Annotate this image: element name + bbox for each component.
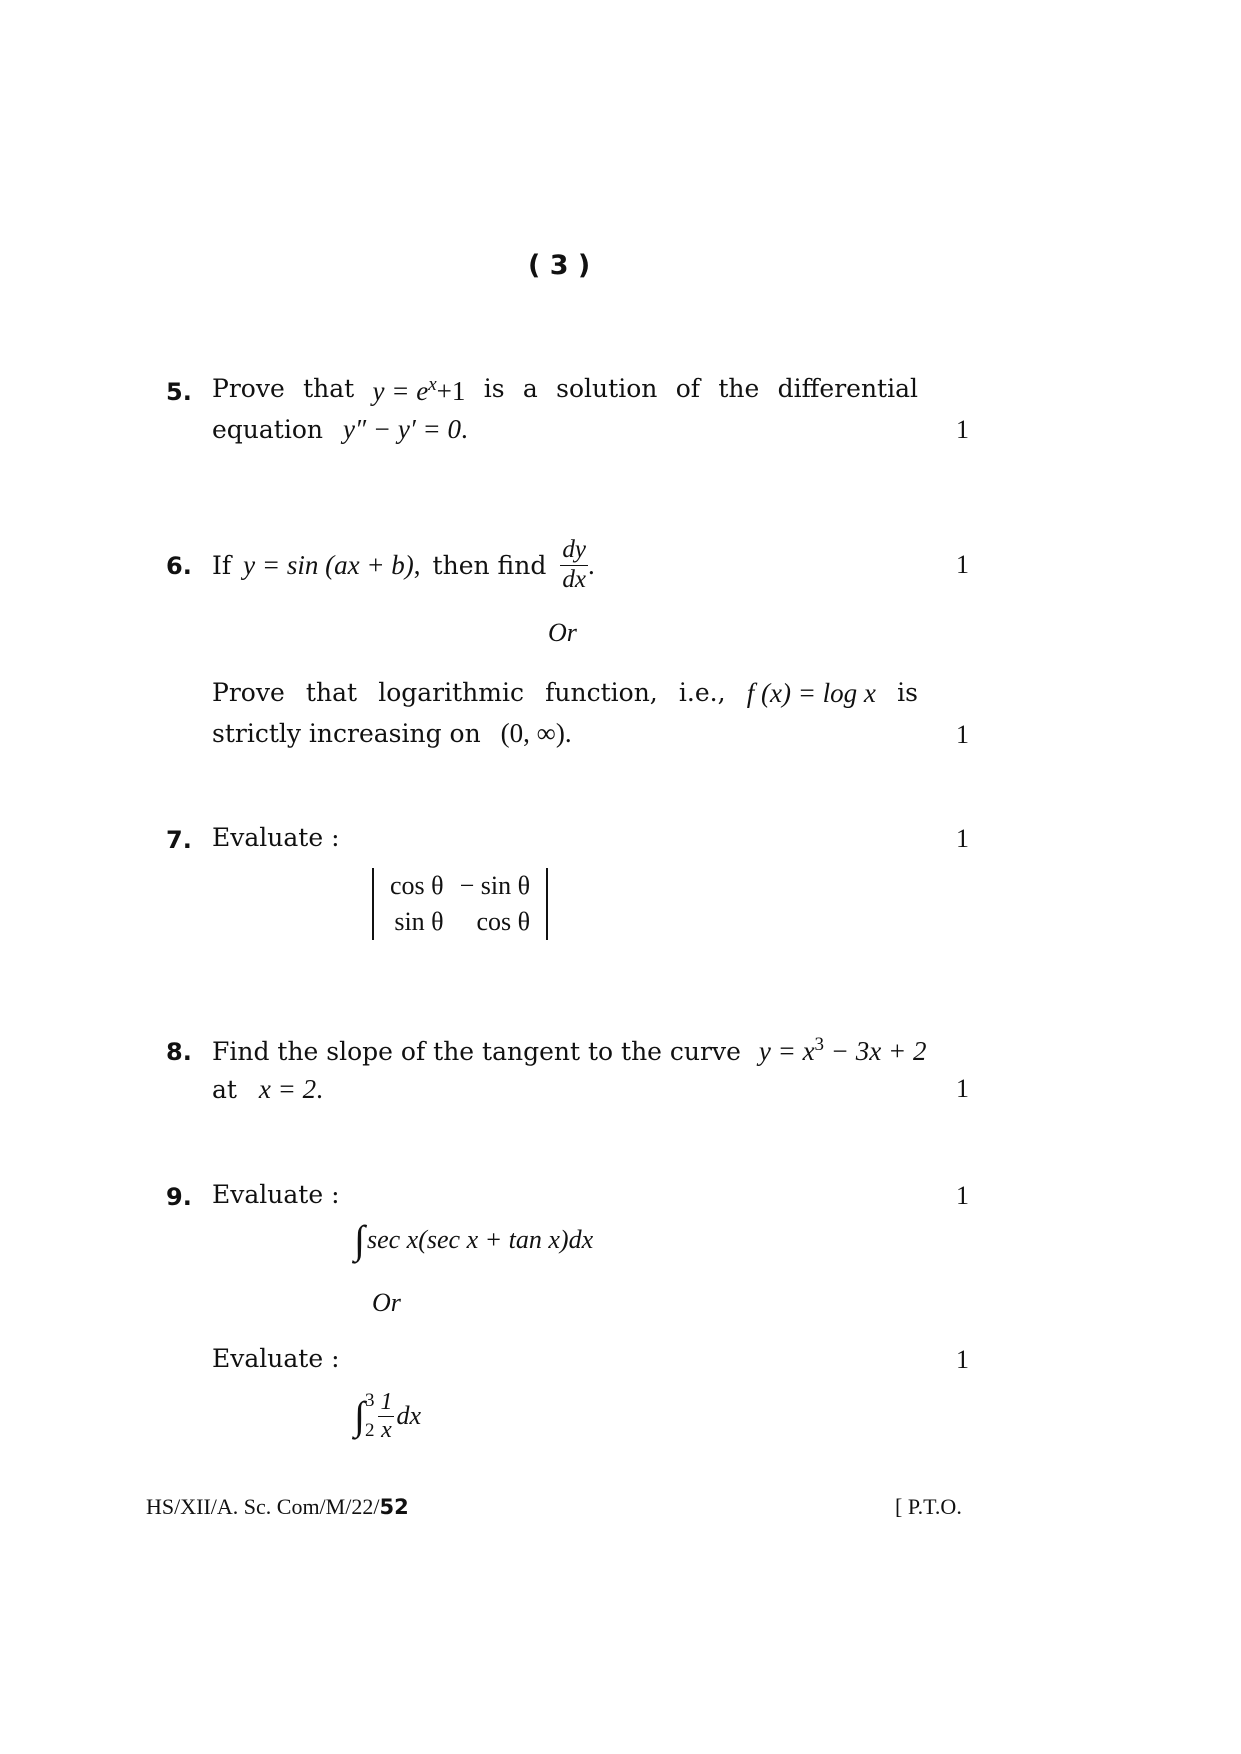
question-7-number: 7. bbox=[166, 826, 192, 854]
footer-paper-code bbox=[146, 1494, 409, 1520]
q6-fraction-numerator: dy bbox=[560, 537, 588, 565]
q5-equation bbox=[373, 374, 466, 407]
q6-alt-word: logarithmic bbox=[378, 678, 524, 707]
question-9-definite-integral bbox=[354, 1386, 421, 1447]
footer-code-bold: 52 bbox=[379, 1495, 409, 1519]
determinant-row bbox=[382, 904, 538, 940]
q6-alt-word: Prove bbox=[212, 678, 285, 707]
determinant-grid bbox=[382, 868, 538, 940]
question-6-or: Or bbox=[548, 618, 577, 647]
q5-math-exponent: x bbox=[428, 374, 437, 395]
q6-dot: . bbox=[587, 549, 595, 580]
q8-line2-text: at bbox=[212, 1075, 237, 1104]
footer-code-text: HS/XII/A. Sc. Com/M/22/ bbox=[146, 1494, 380, 1519]
q9-alt-fraction-numerator: 1 bbox=[378, 1390, 394, 1417]
determinant-row bbox=[382, 868, 538, 904]
q6-fraction-dy-dx bbox=[560, 537, 588, 593]
question-7-marks: 1 bbox=[956, 824, 969, 853]
determinant-cell: cos θ bbox=[390, 871, 444, 900]
q9-alt-fraction-denominator: x bbox=[381, 1416, 392, 1443]
question-6-alt-line-2 bbox=[212, 718, 572, 749]
q6-then-find: then find bbox=[432, 550, 547, 580]
q8-text: Find the slope of the tangent to the curve bbox=[212, 1037, 741, 1066]
question-6-marks: 1 bbox=[956, 550, 969, 579]
q8-equation bbox=[759, 1036, 927, 1066]
question-9-alt-marks: 1 bbox=[956, 1345, 969, 1374]
q6-alt-word: i.e., bbox=[678, 678, 726, 707]
question-5-line-1 bbox=[212, 374, 918, 407]
q9-alt-fraction bbox=[378, 1390, 394, 1443]
q8-math-base: y = x bbox=[758, 1036, 815, 1066]
question-9-integral bbox=[354, 1217, 594, 1262]
question-8-number: 8. bbox=[166, 1038, 192, 1066]
q6-if: If bbox=[212, 550, 232, 580]
q5-word: a bbox=[522, 374, 538, 403]
q5-math-plus: +1 bbox=[436, 376, 466, 406]
integral-limits bbox=[365, 1386, 375, 1447]
question-5-marks: 1 bbox=[956, 415, 969, 444]
question-6-alt-line-1 bbox=[212, 678, 918, 709]
q5-word: Prove bbox=[212, 374, 285, 403]
determinant-cell: cos θ bbox=[476, 907, 531, 936]
question-9-marks: 1 bbox=[956, 1181, 969, 1210]
question-9-alt-label: Evaluate : bbox=[212, 1344, 340, 1373]
q6-alt-word: that bbox=[305, 678, 358, 707]
question-6-line bbox=[212, 530, 595, 600]
q6-fraction-denominator: dx bbox=[562, 565, 586, 593]
question-5-number: 5. bbox=[166, 378, 192, 406]
question-9-number: 9. bbox=[166, 1183, 192, 1211]
integral-upper-limit: 3 bbox=[364, 1390, 375, 1411]
q5-math-base: y = e bbox=[372, 376, 429, 406]
question-8-line-2 bbox=[212, 1074, 323, 1105]
q5-word: is bbox=[483, 374, 505, 403]
q6-equation: y = sin (ax + b) bbox=[243, 549, 414, 580]
q8-line2-equation: x = 2 bbox=[258, 1074, 317, 1104]
question-7-label: Evaluate : bbox=[212, 823, 340, 852]
q6-alt-word: function, bbox=[545, 678, 658, 707]
question-9-label: Evaluate : bbox=[212, 1180, 340, 1209]
q9-integrand: sec x(sec x + tan x)dx bbox=[366, 1225, 594, 1254]
question-5-line-2 bbox=[212, 414, 468, 445]
q5-word: differential bbox=[777, 374, 918, 403]
q8-math-tail: − 3x + 2 bbox=[824, 1036, 927, 1066]
q5-word: solution bbox=[556, 374, 658, 403]
q6-alt-is: is bbox=[897, 678, 918, 707]
question-8-marks: 1 bbox=[956, 1074, 969, 1103]
question-6-alt-marks: 1 bbox=[956, 720, 969, 749]
q5-line2-text: equation bbox=[212, 415, 323, 444]
q5-word: of bbox=[675, 374, 700, 403]
q6-alt-equation: f (x) = log x bbox=[746, 678, 876, 708]
q6-alt-line2-end: . bbox=[564, 718, 572, 748]
q5-word: that bbox=[303, 374, 355, 403]
determinant-cell: sin θ bbox=[394, 907, 444, 936]
integral-lower-limit: 2 bbox=[364, 1420, 375, 1442]
q5-line2-equation: y″ − y′ = 0 bbox=[342, 414, 462, 444]
q6-alt-line2-text: strictly increasing on bbox=[212, 719, 481, 748]
integral-sign: ∫ bbox=[354, 1393, 365, 1439]
footer-pto: [ P.T.O. bbox=[895, 1494, 962, 1519]
page-number: ( 3 ) bbox=[528, 250, 591, 281]
question-9-or: Or bbox=[372, 1288, 401, 1317]
question-7-determinant bbox=[372, 868, 548, 940]
determinant-cell: − sin θ bbox=[459, 871, 531, 900]
q6-alt-interval: (0, ∞) bbox=[500, 718, 565, 748]
question-8-line-1 bbox=[212, 1034, 926, 1067]
q9-alt-dx: dx bbox=[396, 1401, 422, 1431]
q8-line2-end: . bbox=[316, 1074, 323, 1104]
question-6-number: 6. bbox=[166, 552, 192, 580]
q5-word: the bbox=[718, 374, 760, 403]
integral-sign: ∫ bbox=[354, 1217, 365, 1262]
q5-line2-end: . bbox=[461, 414, 468, 444]
q6-comma: , bbox=[413, 549, 421, 580]
q8-math-exponent: 3 bbox=[814, 1034, 825, 1055]
